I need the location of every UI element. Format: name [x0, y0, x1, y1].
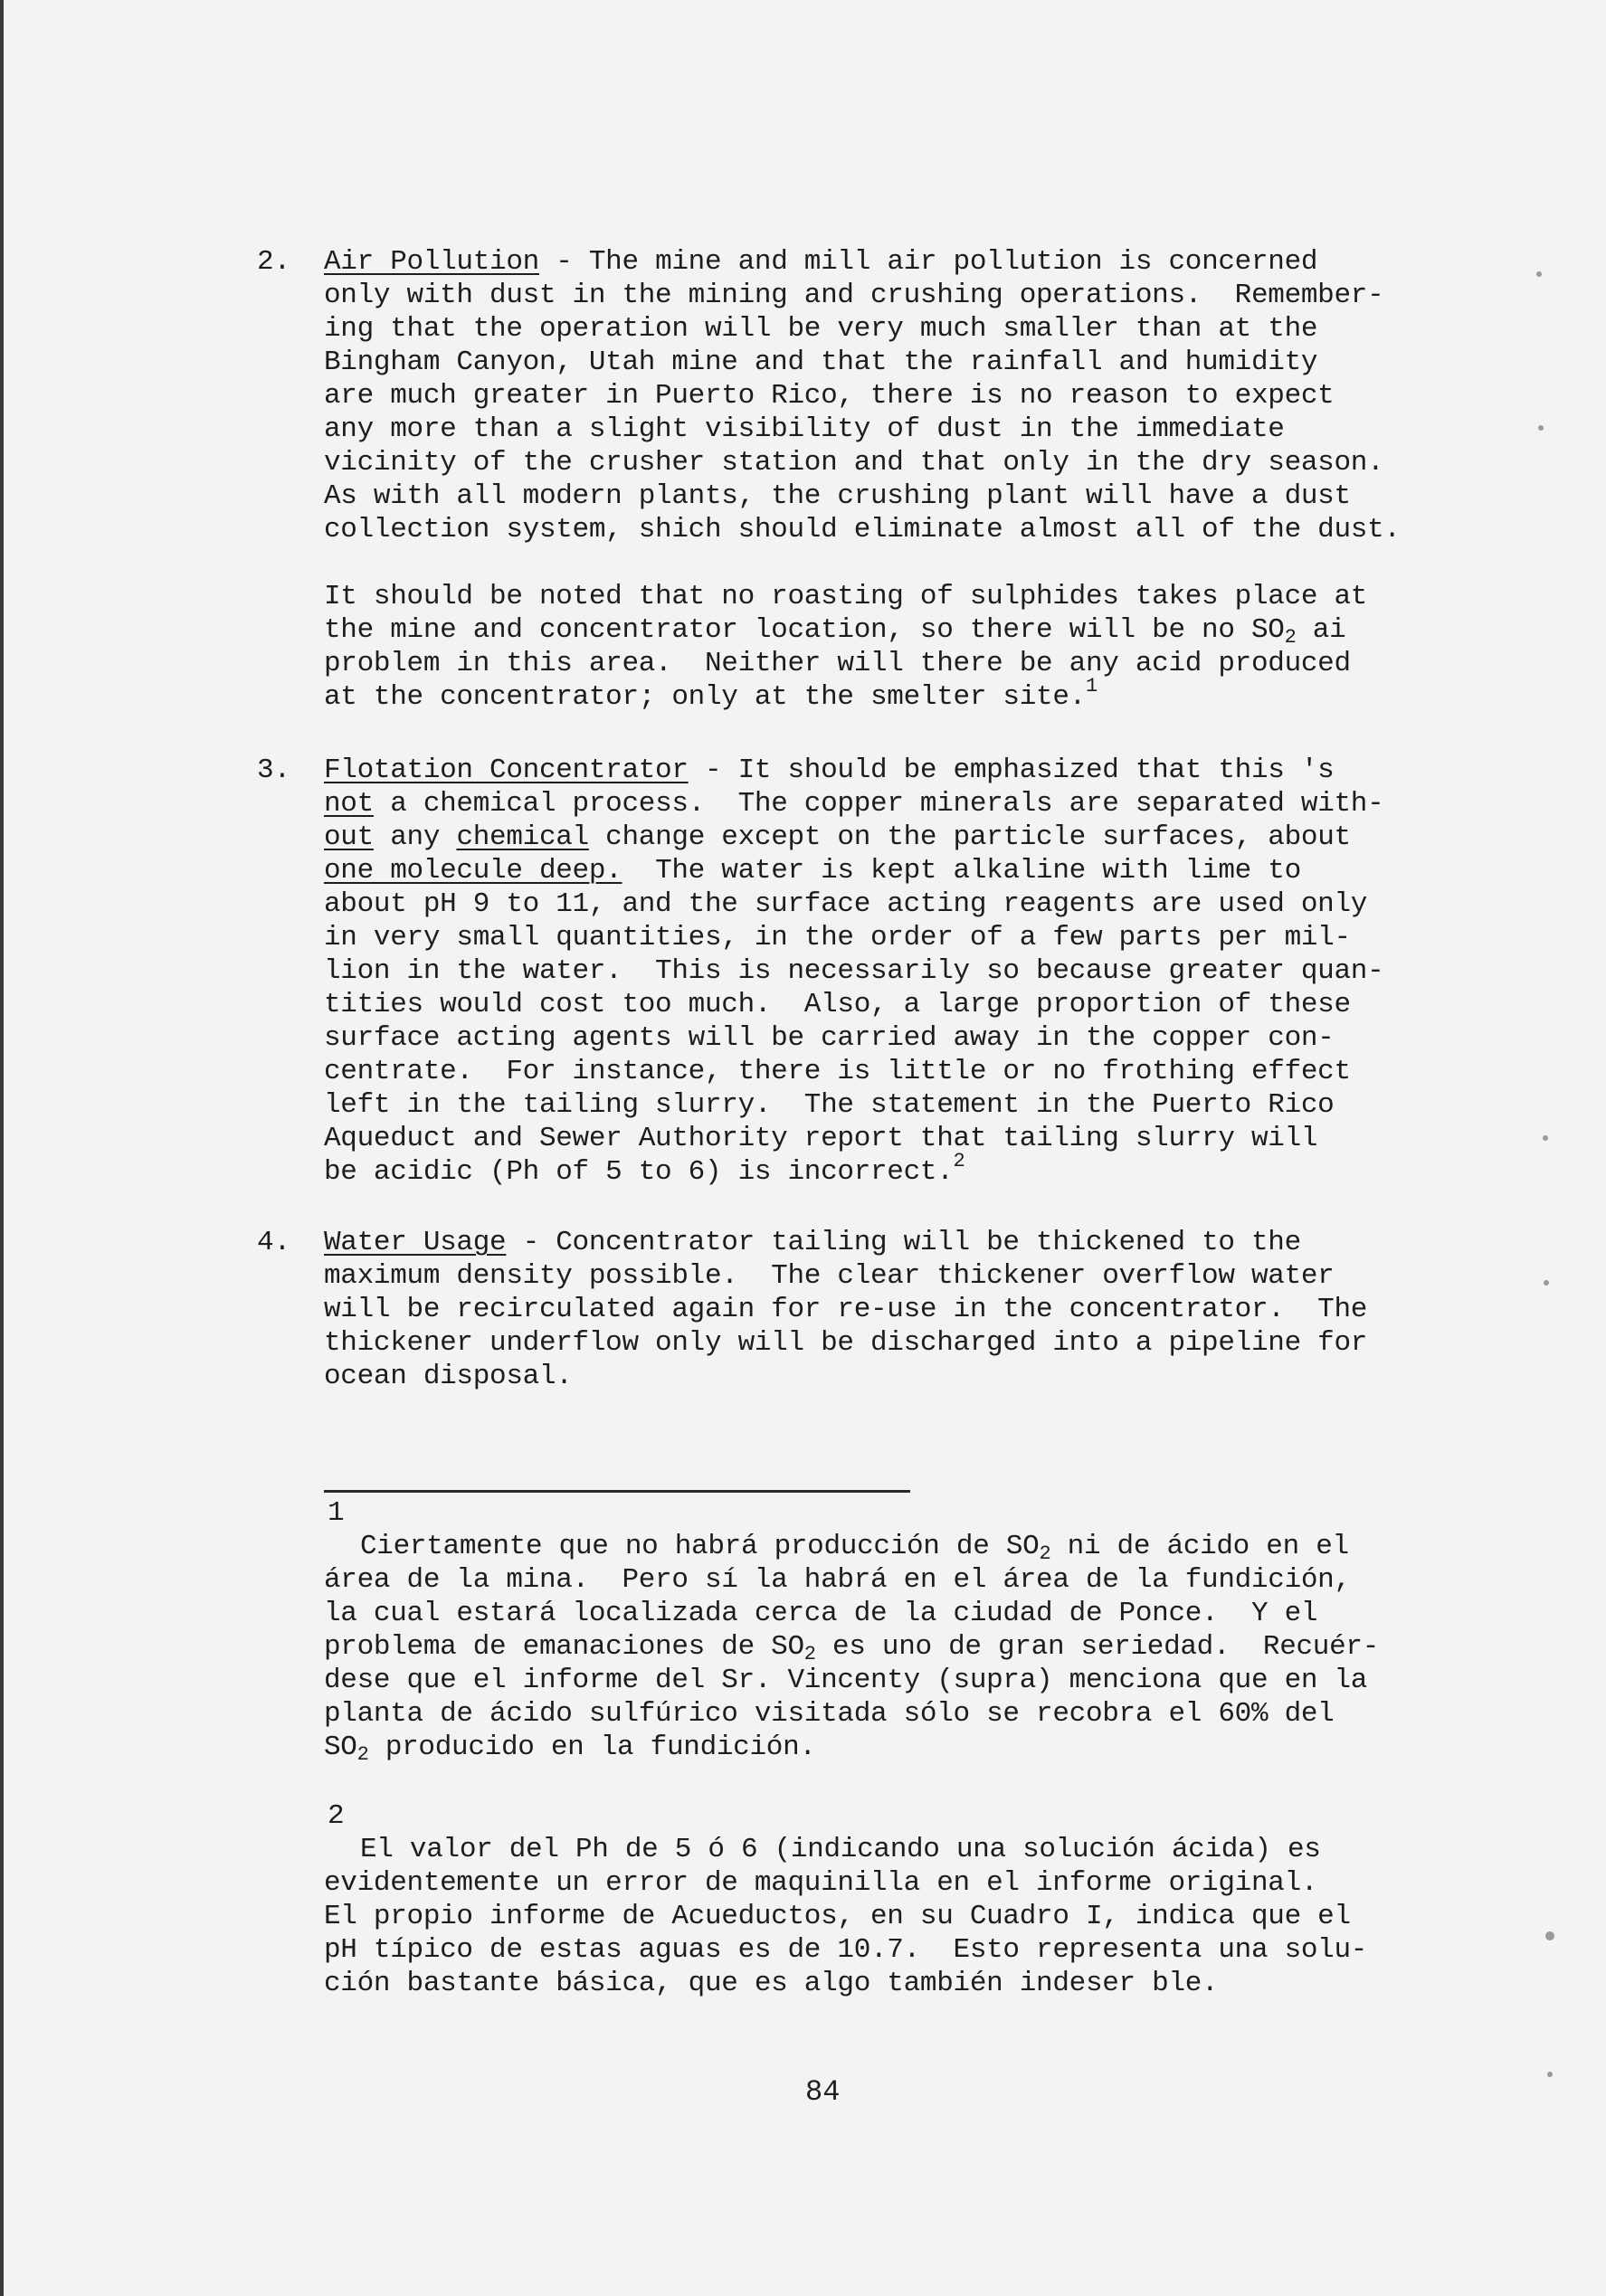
text-line: Ciertamente que no habrá producción de $SO_2$ ni de ácido en el [360, 1531, 1349, 1565]
text-line: lion in the water. This is necessarily so because greater quan- [324, 955, 1384, 987]
text-line: ocean disposal. [324, 1361, 573, 1392]
text-line: surface acting agents will be carried away in the copper con- [324, 1022, 1335, 1054]
text-line: El propio informe de Acueductos, en su Cuadro I, indica que el [324, 1901, 1351, 1932]
text-line: evidentemente un error de maquinilla en el informe original. [324, 1867, 1318, 1899]
text-line: thickener underflow only will be discharged into a pipeline for [324, 1327, 1368, 1359]
text-line: tities would cost too much. Also, a large proportion of these [324, 989, 1351, 1020]
text-line: It should be noted that no roasting of sulphides takes place at [324, 581, 1368, 612]
text-line: área de la mina. Pero sí la habrá en el área de la fundición, [324, 1564, 1351, 1596]
scan-speck [1536, 271, 1542, 277]
scan-speck [1544, 1280, 1549, 1286]
text-line: pH típico de estas aguas es de 10.7. Esto representa una solu- [324, 1934, 1368, 1966]
text-line: As with all modern plants, the crushing plant will have a dust [324, 480, 1351, 512]
item-heading: Water Usage [324, 1227, 507, 1258]
footnote-marker: 2 [328, 1800, 345, 1832]
page-left-edge [0, 0, 4, 2296]
text-line: centrate. For instance, there is little or no frothing effect [324, 1056, 1351, 1087]
text-line: ción bastante básica, que es algo también indeser ble. [324, 1968, 1219, 1999]
text-line: about pH 9 to 11, and the surface acting reagents are used only [324, 888, 1368, 920]
text-line: not a chemical process. The copper minerals are separated with- [324, 788, 1384, 820]
text-line: El valor del Ph de 5 ó 6 (indicando una solución ácida) es [360, 1834, 1321, 1865]
text-line: only with dust in the mining and crushing operations. Remember- [324, 280, 1384, 311]
footnote-ref-1: 1 [1085, 675, 1098, 697]
footnote-ref-2: 2 [953, 1150, 965, 1172]
text-line: problem in this area. Neither will there be any acid produced [324, 648, 1351, 679]
text-line: in very small quantities, in the order of a few parts per mil- [324, 922, 1351, 954]
text-line: Bingham Canyon, Utah mine and that the rainfall and humidity [324, 346, 1318, 378]
text-line: ing that the operation will be very much smaller than at the [324, 313, 1318, 345]
text-line: $SO_2$ producido en la fundición. [324, 1731, 816, 1766]
scan-speck [1547, 2072, 1553, 2077]
item-3-line-1: Flotation Concentrator - It should be emphasized that this 's [324, 754, 1335, 786]
footnote-marker: 1 [328, 1497, 345, 1529]
item-heading: Air Pollution [324, 246, 539, 278]
scan-speck [1545, 1931, 1554, 1940]
scan-speck [1543, 1135, 1548, 1141]
item-number: 2. [257, 246, 291, 278]
text-line: be acidic (Ph of 5 to 6) is incorrect.$^2$ [324, 1150, 965, 1188]
text-line: at the concentrator; only at the smelter site.$^1$ [324, 675, 1098, 713]
footnote-separator [324, 1490, 910, 1493]
text-line: any more than a slight visibility of dust in the immediate [324, 413, 1285, 445]
item-2-line-1: Air Pollution - The mine and mill air pollution is concerned [324, 246, 1318, 278]
text-line: dese que el informe del Sr. Vincenty (supra) menciona que en la [324, 1665, 1368, 1696]
text-line: one molecule deep. The water is kept alkaline with lime to [324, 855, 1301, 887]
scan-speck [1538, 425, 1544, 431]
page-number: 84 [805, 2075, 841, 2109]
item-heading: Flotation Concentrator [324, 754, 689, 786]
text-line: are much greater in Puerto Rico, there is no reason to expect [324, 380, 1335, 412]
item-4-line-1: Water Usage - Concentrator tailing will be thickened to the [324, 1227, 1301, 1258]
text-line: left in the tailing slurry. The statement in the Puerto Rico [324, 1089, 1335, 1121]
text-line: Aqueduct and Sewer Authority report that tailing slurry will [324, 1123, 1318, 1154]
text-line: planta de ácido sulfúrico visitada sólo se recobra el 60% del [324, 1698, 1335, 1730]
text-line: collection system, shich should eliminate almost all of the dust. [324, 514, 1401, 546]
item-number: 3. [257, 754, 291, 786]
item-number: 4. [257, 1227, 291, 1258]
text-line: la cual estará localizada cerca de la ciudad de Ponce. Y el [324, 1598, 1318, 1629]
text-line: maximum density possible. The clear thickener overflow water [324, 1260, 1335, 1292]
text-line: out any chemical change except on the particle surfaces, about [324, 821, 1351, 853]
text-line: will be recirculated again for re-use in the concentrator. The [324, 1294, 1368, 1325]
text-line: problema de emanaciones de $SO_2$ es uno de gran seriedad. Recuér- [324, 1631, 1380, 1665]
text-line: the mine and concentrator location, so there will be no $SO_2$ ai [324, 614, 1346, 649]
text-line: vicinity of the crusher station and that only in the dry season. [324, 447, 1384, 479]
